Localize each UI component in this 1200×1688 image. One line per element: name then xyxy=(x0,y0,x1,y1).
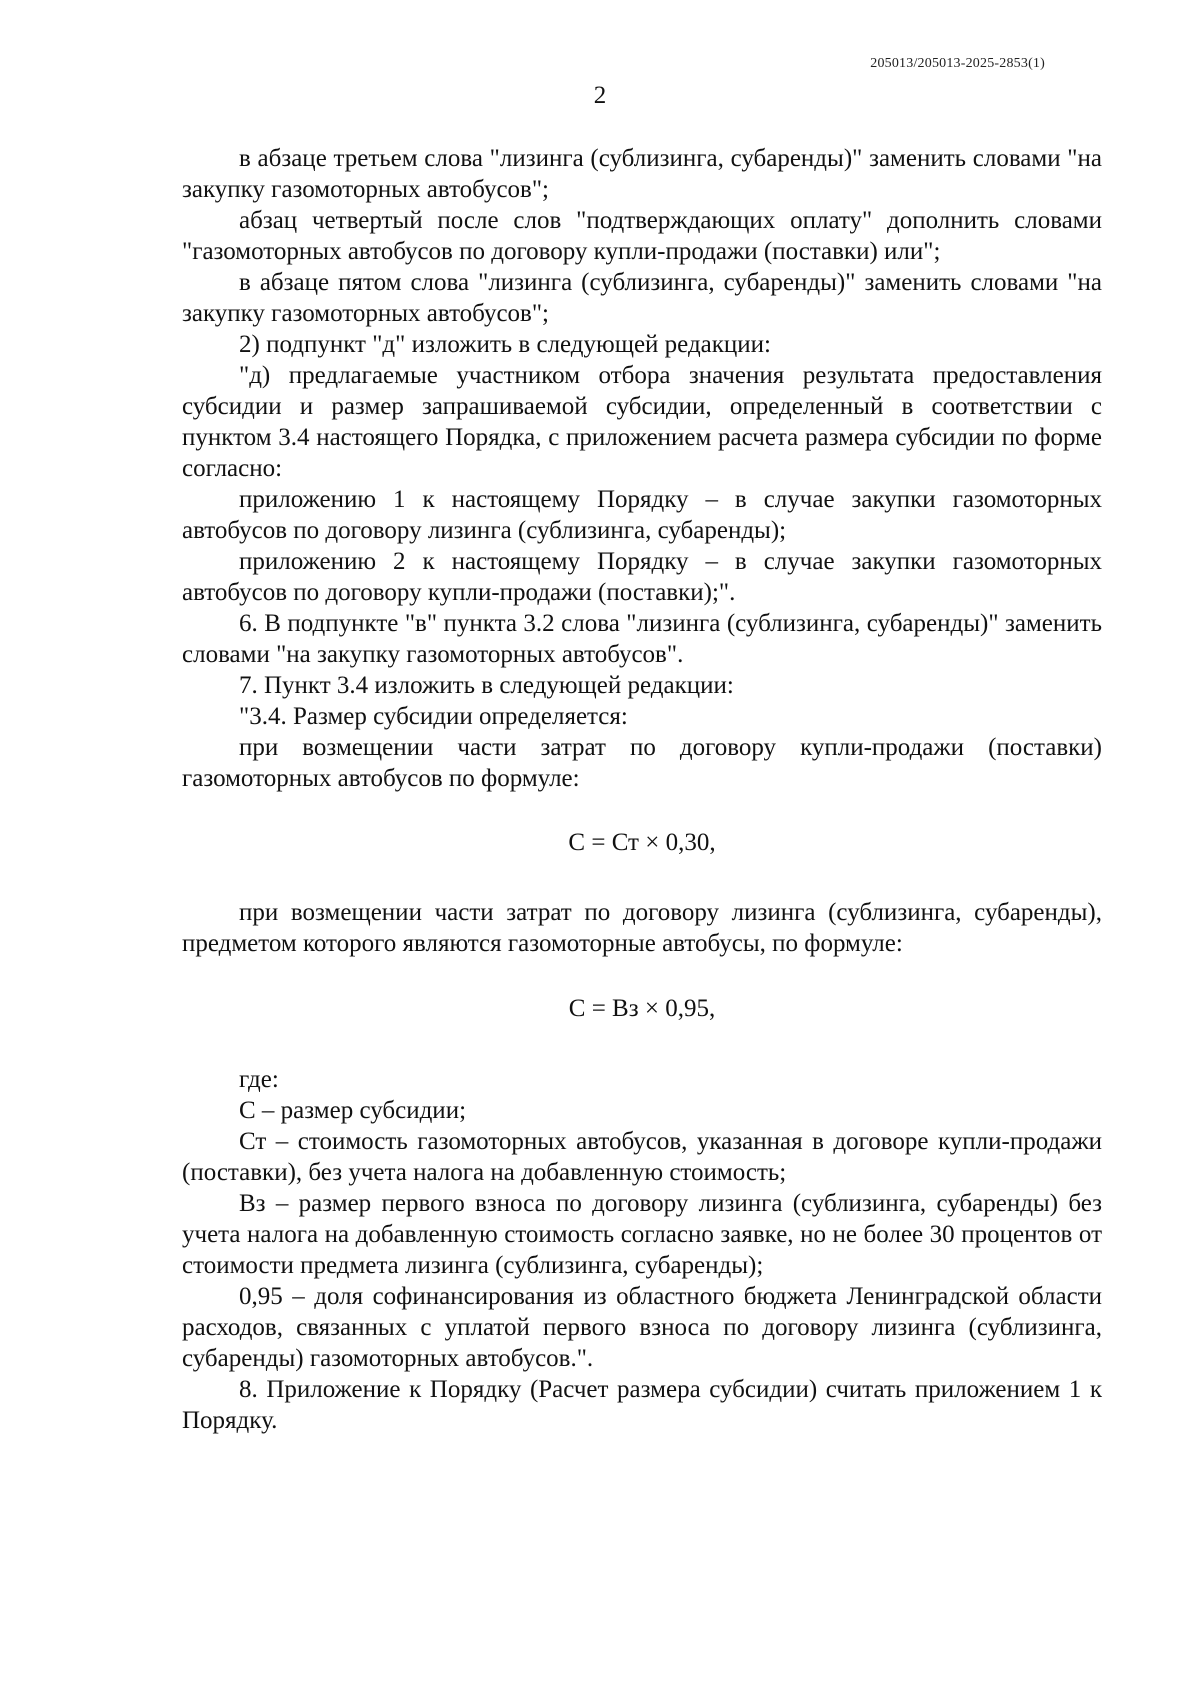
paragraph: Вз – размер первого взноса по договору лизинга (сублизинга, субаренды) без учета налога на добавленную стоимость согласно заявке, но не более 30 процентов от стоимости предмета лизинга (сублизинга, субаренды); xyxy=(182,1190,1102,1279)
paragraph: при возмещении части затрат по договору купли-продажи (поставки) газомоторных автобусов по формуле: xyxy=(182,734,1102,792)
paragraph: 8. Приложение к Порядку (Расчет размера субсидии) считать приложением 1 к Порядку. xyxy=(182,1376,1102,1434)
paragraph: приложению 1 к настоящему Порядку – в случае закупки газомоторных автобусов по договору лизинга (сублизинга, субаренды); xyxy=(182,486,1102,544)
formula: С = Вз × 0,95, xyxy=(568,995,716,1022)
paragraph: Ст – стоимость газомоторных автобусов, указанная в договоре купли-продажи (поставки), без учета налога на добавленную стоимость; xyxy=(182,1128,1102,1186)
paragraph: где: xyxy=(239,1066,279,1093)
paragraph: "3.4. Размер субсидии определяется: xyxy=(239,703,628,730)
paragraph: 6. В подпункте "в" пункта 3.2 слова "лизинга (сублизинга, субаренды)" заменить словами "на закупку газомоторных автобусов". xyxy=(182,610,1102,668)
paragraph: в абзаце третьем слова "лизинга (сублизинга, субаренды)" заменить словами "на закупку газомоторных автобусов"; xyxy=(182,145,1102,203)
paragraph: 0,95 – доля софинансирования из областного бюджета Ленинградской области расходов, связанных с уплатой первого взноса по договору лизинга (сублизинга, субаренды) газомоторных автобусов.". xyxy=(182,1283,1102,1372)
paragraph: в абзаце пятом слова "лизинга (сублизинга, субаренды)" заменить словами "на закупку газомоторных автобусов"; xyxy=(182,269,1102,327)
paragraph: абзац четвертый после слов "подтверждающих оплату" дополнить словами "газомоторных автобусов по договору купли-продажи (поставки) или"; xyxy=(182,207,1102,265)
paragraph: 2) подпункт "д" изложить в следующей редакции: xyxy=(239,331,771,358)
paragraph: 7. Пункт 3.4 изложить в следующей редакции: xyxy=(239,672,734,699)
page-number: 2 xyxy=(593,82,607,109)
paragraph: приложению 2 к настоящему Порядку – в случае закупки газомоторных автобусов по договору купли-продажи (поставки);". xyxy=(182,548,1102,606)
paragraph: С – размер субсидии; xyxy=(239,1097,467,1124)
formula: С = Ст × 0,30, xyxy=(568,829,716,856)
document-body xyxy=(182,143,1102,1436)
document-registration-number: 205013/205013-2025-2853(1) xyxy=(870,56,1045,71)
paragraph: при возмещении части затрат по договору лизинга (сублизинга, субаренды), предметом которого являются газомоторные автобусы, по формуле: xyxy=(182,899,1102,957)
paragraph: "д) предлагаемые участником отбора значения результата предоставления субсидии и размер запрашиваемой субсидии, определенный в соответствии с пунктом 3.4 настоящего Порядка, с приложением расчета размера субсидии по форме согласно: xyxy=(182,362,1102,482)
